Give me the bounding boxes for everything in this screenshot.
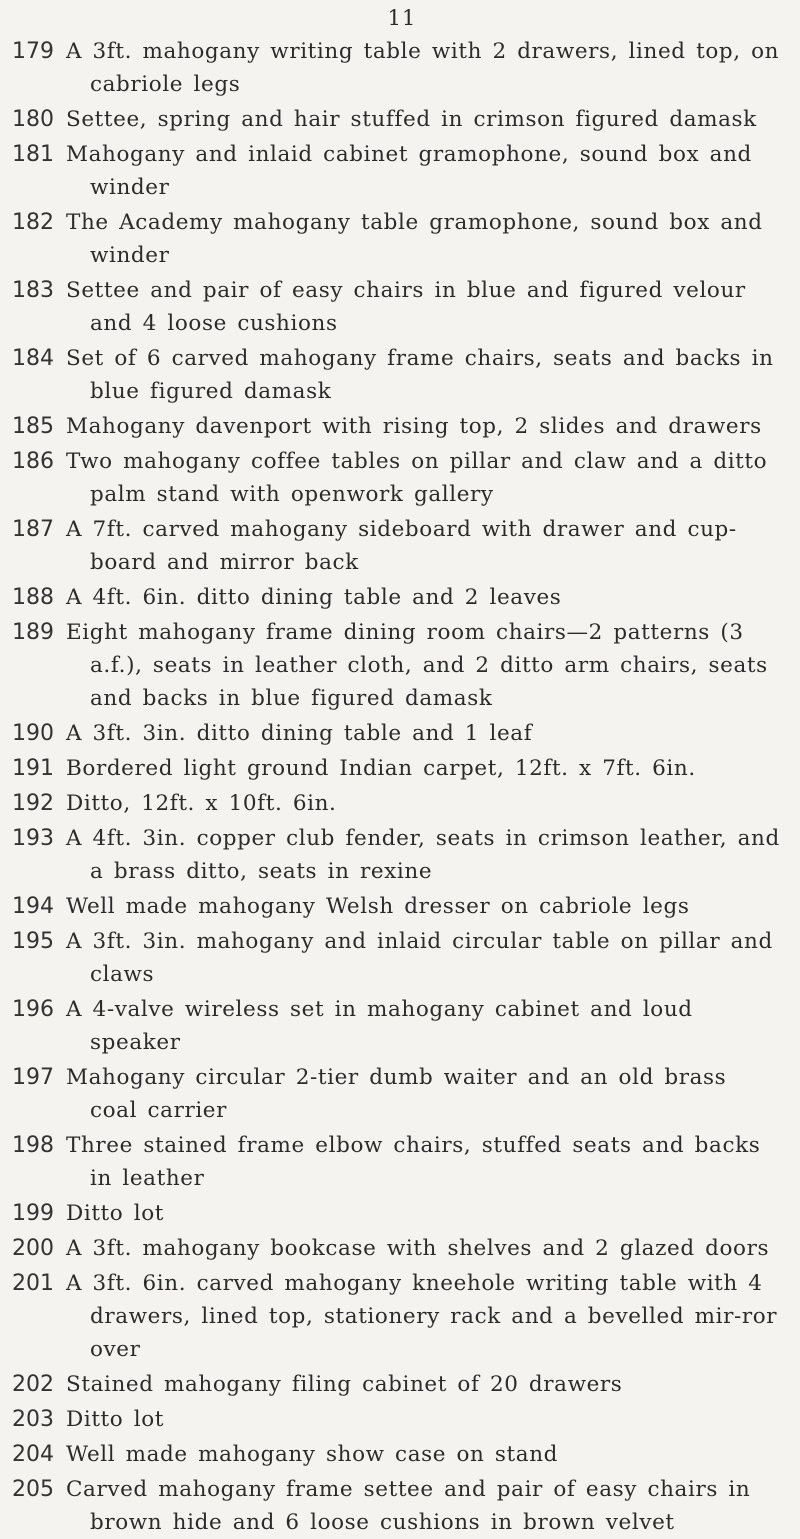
- lot-item: [12, 274, 780, 340]
- lot-number: 192: [12, 791, 54, 816]
- lot-item: [12, 513, 780, 579]
- lot-description: Three stained frame elbow chairs, stuffed seats and backs in leather: [66, 1133, 761, 1191]
- lot-item: [12, 993, 780, 1059]
- lot-number: 181: [12, 142, 54, 167]
- lot-item: [12, 35, 780, 101]
- lot-description: Stained mahogany filing cabinet of 20 drawers: [66, 1372, 623, 1397]
- lot-description: A 4ft. 3in. copper club fender, seats in crimson leather, and a brass ditto, seats in rexine: [66, 826, 780, 884]
- lot-item: [12, 925, 780, 991]
- lot-number: 189: [12, 620, 54, 645]
- lot-item: [12, 342, 780, 408]
- lot-description: A 3ft. 3in. ditto dining table and 1 leaf: [66, 721, 533, 746]
- lot-item: [12, 1473, 780, 1539]
- lot-description: Mahogany davenport with rising top, 2 slides and drawers: [66, 414, 762, 439]
- lot-number: 184: [12, 346, 54, 371]
- lot-item: [12, 1403, 780, 1436]
- lot-description: A 4-valve wireless set in mahogany cabinet and loud speaker: [66, 997, 693, 1055]
- lot-item: [12, 103, 780, 136]
- lot-description: Settee and pair of easy chairs in blue and figured velour and 4 loose cushions: [66, 278, 746, 336]
- lot-description: Well made mahogany Welsh dresser on cabriole legs: [66, 894, 690, 919]
- lot-list: [12, 35, 780, 1539]
- lot-item: [12, 1368, 780, 1401]
- lot-number: 204: [12, 1442, 54, 1467]
- lot-number: 179: [12, 39, 54, 64]
- lot-description: Set of 6 carved mahogany frame chairs, seats and backs in blue figured damask: [66, 346, 774, 404]
- lot-item: [12, 717, 780, 750]
- lot-number: 200: [12, 1236, 54, 1261]
- lot-description: A 3ft. 6in. carved mahogany kneehole writing table with 4 drawers, lined top, stationery rack and a bevelled mir-ror over: [66, 1271, 778, 1362]
- lot-number: 190: [12, 721, 54, 746]
- lot-item: [12, 206, 780, 272]
- lot-item: [12, 1232, 780, 1265]
- lot-number: 180: [12, 107, 54, 132]
- lot-number: 202: [12, 1372, 54, 1397]
- lot-number: 183: [12, 278, 54, 303]
- lot-item: [12, 1129, 780, 1195]
- lot-item: [12, 822, 780, 888]
- lot-item: [12, 787, 780, 820]
- lot-description: Settee, spring and hair stuffed in crimson figured damask: [66, 107, 757, 132]
- lot-item: [12, 616, 780, 715]
- lot-description: Two mahogany coffee tables on pillar and claw and a ditto palm stand with openwork gallery: [66, 449, 768, 507]
- lot-number: 191: [12, 756, 54, 781]
- lot-description: Eight mahogany frame dining room chairs—2 patterns (3 a.f.), seats in leather cloth, and 2 ditto arm chairs, seats and backs in blue figured damask: [66, 620, 768, 711]
- lot-description: A 3ft. mahogany bookcase with shelves and 2 glazed doors: [66, 1236, 770, 1261]
- lot-item: [12, 1438, 780, 1471]
- lot-number: 197: [12, 1065, 54, 1090]
- lot-number: 205: [12, 1477, 54, 1502]
- page-number: 11: [387, 6, 417, 30]
- lot-description: Ditto lot: [66, 1407, 165, 1432]
- lot-number: 198: [12, 1133, 54, 1158]
- lot-number: 201: [12, 1271, 54, 1296]
- lot-number: 187: [12, 517, 54, 542]
- lot-number: 203: [12, 1407, 54, 1432]
- lot-number: 182: [12, 210, 54, 235]
- lot-description: A 7ft. carved mahogany sideboard with drawer and cup-board and mirror back: [66, 517, 737, 575]
- lot-description: A 4ft. 6in. ditto dining table and 2 leaves: [66, 585, 562, 610]
- lot-description: Ditto, 12ft. x 10ft. 6in.: [66, 791, 337, 816]
- lot-description: Bordered light ground Indian carpet, 12ft. x 7ft. 6in.: [66, 756, 696, 781]
- lot-description: Carved mahogany frame settee and pair of easy chairs in brown hide and 6 loose cushions in brown velvet: [66, 1477, 751, 1535]
- lot-description: Mahogany circular 2-tier dumb waiter and an old brass coal carrier: [66, 1065, 727, 1123]
- lot-number: 186: [12, 449, 54, 474]
- lot-item: [12, 890, 780, 923]
- lot-number: 188: [12, 585, 54, 610]
- lot-description: A 3ft. mahogany writing table with 2 drawers, lined top, on cabriole legs: [66, 39, 780, 97]
- lot-number: 185: [12, 414, 54, 439]
- lot-item: [12, 581, 780, 614]
- lot-description: Well made mahogany show case on stand: [66, 1442, 559, 1467]
- lot-description: Mahogany and inlaid cabinet gramophone, sound box and winder: [66, 142, 752, 200]
- lot-item: [12, 1197, 780, 1230]
- lot-number: 195: [12, 929, 54, 954]
- lot-item: [12, 1267, 780, 1366]
- lot-number: 194: [12, 894, 54, 919]
- lot-number: 199: [12, 1201, 54, 1226]
- lot-item: [12, 410, 780, 443]
- lot-description: Ditto lot: [66, 1201, 165, 1226]
- lot-number: 193: [12, 826, 54, 851]
- lot-item: [12, 752, 780, 785]
- lot-item: [12, 138, 780, 204]
- lot-description: A 3ft. 3in. mahogany and inlaid circular table on pillar and claws: [66, 929, 773, 987]
- lot-number: 196: [12, 997, 54, 1022]
- lot-description: The Academy mahogany table gramophone, sound box and winder: [66, 210, 763, 268]
- lot-item: [12, 1061, 780, 1127]
- lot-item: [12, 445, 780, 511]
